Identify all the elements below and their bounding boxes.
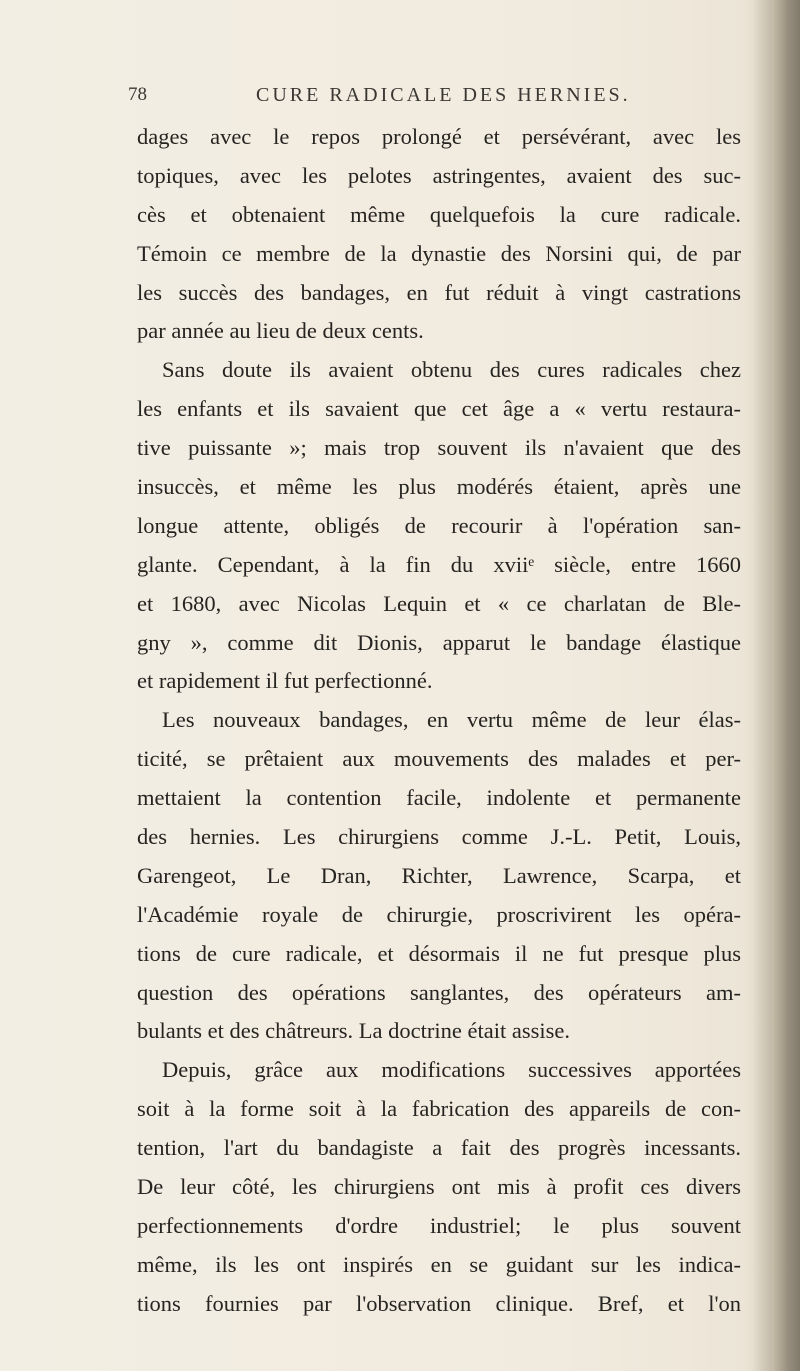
text-line: question des opérations sanglantes, des opérateurs am- (137, 979, 741, 1005)
text-line: Sans doute ils avaient obtenu des cures radicales chez (162, 357, 741, 383)
running-title: CURE RADICALE DES HERNIES. (256, 84, 631, 106)
text-line: des hernies. Les chirurgiens comme J.-L. Petit, Louis, (137, 824, 741, 850)
binding-edge (772, 0, 800, 1371)
text-line: De leur côté, les chirurgiens ont mis à profit ces divers (137, 1174, 741, 1200)
text-line: perfectionnements d'ordre industriel; le plus souvent (137, 1212, 741, 1238)
text-line: bulants et des châtreurs. La doctrine était assise. (137, 1018, 570, 1044)
text-line: Depuis, grâce aux modifications successives apportées (162, 1057, 741, 1083)
text-line: même, ils les ont inspirés en se guidant sur les indica- (137, 1251, 741, 1277)
text-line: insuccès, et même les plus modérés étaient, après une (137, 474, 741, 500)
body-text (137, 118, 741, 1324)
text-line: par année au lieu de deux cents. (137, 318, 424, 344)
text-line: tive puissante »; mais trop souvent ils n'avaient que des (137, 435, 741, 461)
text-line: Garengeot, Le Dran, Richter, Lawrence, Scarpa, et (137, 862, 741, 888)
text-line: tions fournies par l'observation clinique. Bref, et l'on (137, 1290, 741, 1316)
text-line: et 1680, avec Nicolas Lequin et « ce charlatan de Ble- (137, 590, 741, 616)
page-number: 78 (128, 84, 147, 105)
text-line: les succès des bandages, en fut réduit à vingt castrations (137, 279, 741, 305)
text-line: Les nouveaux bandages, en vertu même de leur élas- (162, 707, 741, 733)
text-line: les enfants et ils savaient que cet âge a « vertu restaura- (137, 396, 741, 422)
text-line: gny », comme dit Dionis, apparut le bandage élastique (137, 629, 741, 655)
text-line: Témoin ce membre de la dynastie des Norsini qui, de par (137, 240, 741, 266)
text-line: glante. Cependant, à la fin du xviiᵉ siècle, entre 1660 (137, 551, 741, 577)
text-line: et rapidement il fut perfectionné. (137, 668, 433, 694)
running-head (128, 82, 728, 108)
text-line: soit à la forme soit à la fabrication des appareils de con- (137, 1096, 741, 1122)
text-line: tention, l'art du bandagiste a fait des progrès incessants. (137, 1135, 741, 1161)
text-line: mettaient la contention facile, indolente et permanente (137, 785, 741, 811)
text-line: tions de cure radicale, et désormais il ne fut presque plus (137, 940, 741, 966)
text-line: dages avec le repos prolongé et persévérant, avec les (137, 124, 741, 149)
text-line: cès et obtenaient même quelquefois la cure radicale. (137, 201, 741, 227)
text-line: topiques, avec les pelotes astringentes, avaient des suc- (137, 162, 741, 188)
text-line: longue attente, obligés de recourir à l'opération san- (137, 512, 741, 538)
text-line: l'Académie royale de chirurgie, proscrivirent les opéra- (137, 901, 741, 927)
text-line: ticité, se prêtaient aux mouvements des malades et per- (137, 746, 741, 772)
binding-shadow (752, 0, 772, 1371)
